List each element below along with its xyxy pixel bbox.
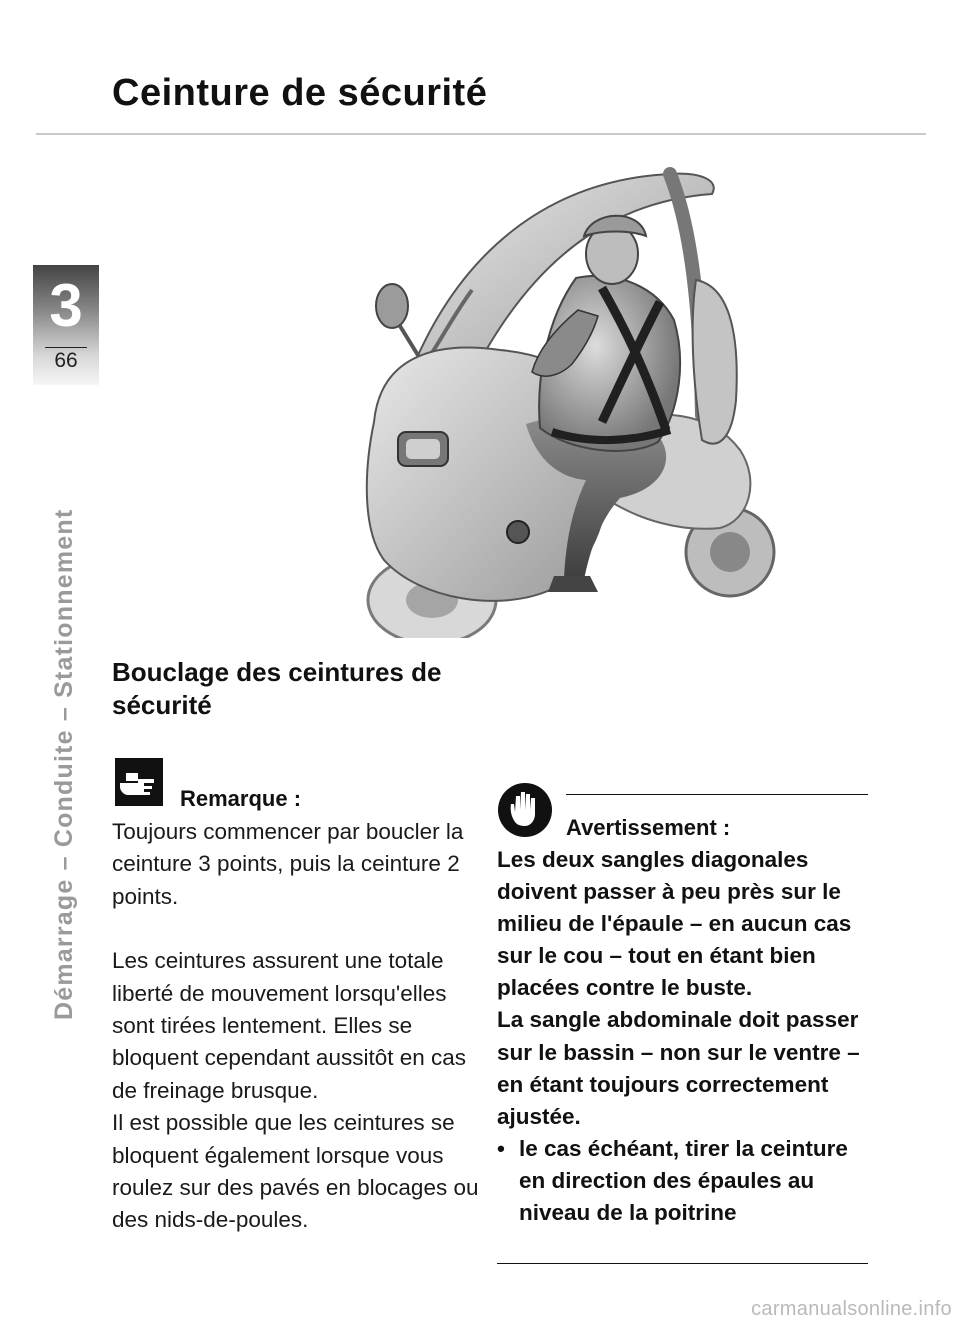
scooter-rider-illustration (340, 160, 810, 638)
warning-top-rule (566, 794, 868, 795)
title-divider (36, 133, 926, 135)
warning-body (497, 844, 869, 1229)
note-label: Remarque : (180, 786, 302, 811)
chapter-divider (45, 347, 87, 348)
warning-text-1: Les deux sangles diagonales doivent passer à peu près sur le milieu de l'épaule – en aucun cas sur le cou – tout en étant bien placées contre le buste. (497, 847, 852, 1001)
warning-text-2: La sangle abdominale doit passer sur le bassin – non sur le ventre – en étant toujours correctement ajustée. (497, 1007, 860, 1129)
bullet-icon: • (497, 1135, 505, 1161)
watermark: carmanualsonline.info (751, 1298, 952, 1320)
left-column-text (112, 816, 482, 1237)
body-paragraph-1: Les ceintures assurent une totale liberté de mouvement lorsqu'elles sont tirées lentement. Elles se bloquent cependant aussitôt en cas de freinage brusque. (112, 948, 467, 1103)
warning-label: Avertissement : (566, 815, 731, 840)
note-text: Toujours commencer par boucler la ceinture 3 points, puis la ceinture 2 points. (112, 819, 464, 909)
chapter-number: 3 (49, 272, 83, 339)
pointing-hand-icon (114, 757, 164, 807)
page-number: 66 (54, 349, 78, 372)
warning-bullet-text: le cas échéant, tirer la ceinture en direction des épaules au niveau de la poitrine (519, 1135, 848, 1226)
chapter-side-label: Démarrage – Conduite – Stationnement (50, 508, 78, 1020)
warning-bullet (497, 1133, 869, 1229)
body-paragraph-2: Il est possible que les ceintures se bloquent également lorsque vous roulez sur des pavés en blocages ou des nids-de-poules. (112, 1110, 479, 1233)
warning-bottom-rule (497, 1263, 868, 1264)
stop-hand-icon (497, 782, 553, 838)
page-title: Ceinture de sécurité (112, 72, 488, 114)
chapter-tab (33, 265, 99, 385)
section-heading: Bouclage des ceintures de sécurité (112, 657, 442, 720)
